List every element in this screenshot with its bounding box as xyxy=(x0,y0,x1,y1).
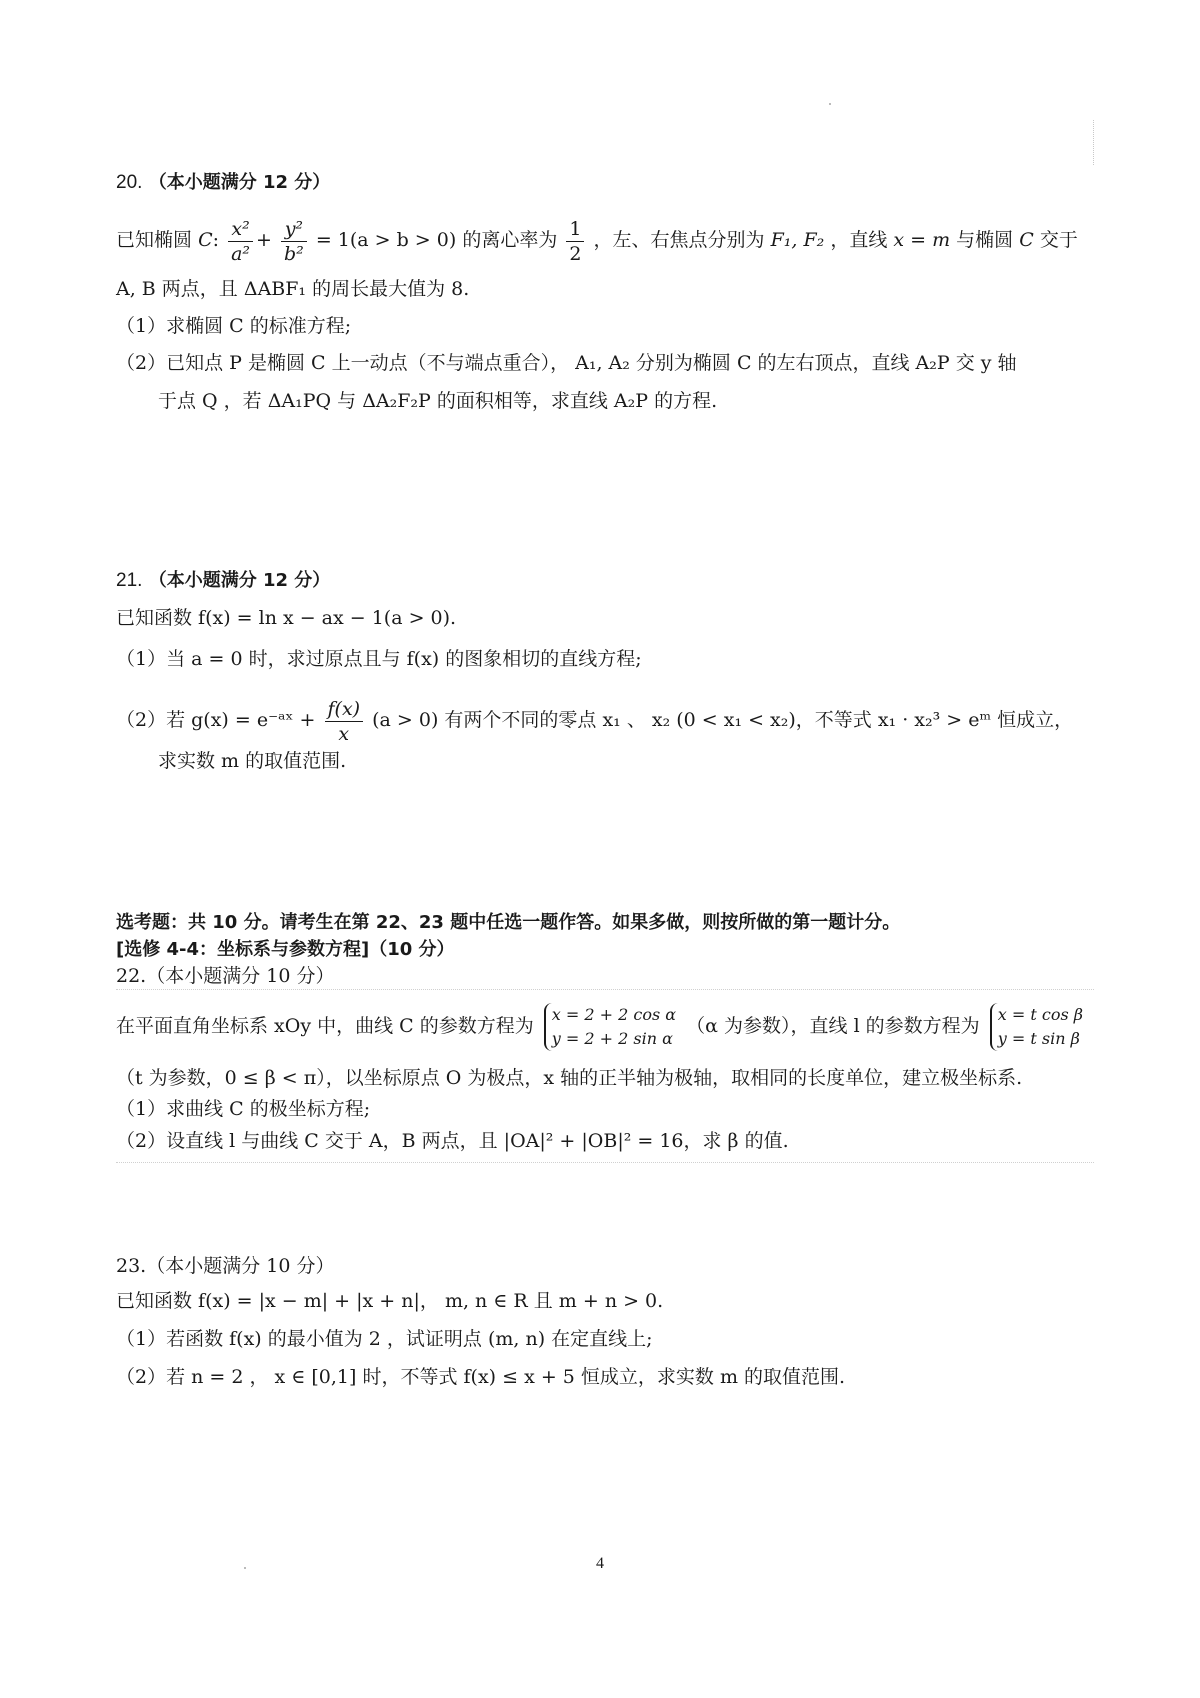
q20-intro: 已知椭圆 C: $\frac{\text{x²}}{\text{a²}}$ + $\frac{\text{y²}}{\text{b²}}$ = 1(a > b > 0) 的离心率为 $\frac{1}{2}$ ，左、右焦点分别为 F₁, F₂ ，直线 x = m 与椭圆 C 交于 xyxy=(116,217,1078,265)
q20-line2: A, B 两点，且 ΔABF₁ 的周长最大值为 8. xyxy=(116,278,470,300)
q20-header: 20. （本小题满分 12 分） xyxy=(116,172,331,193)
q21-part2: （2）若 g(x) = e⁻ᵃˣ + $\frac{f(x)}{x}$ (a > 0) 有两个不同的零点 x₁ 、 x₂ (0 < x₁ < x₂)，不等式 x₁ · x₂³ > eᵐ 恒成立， xyxy=(116,697,1074,745)
q23-part2: （2）若 n = 2 ， x ∈ [0,1] 时，不等式 f(x) ≤ x + 5 恒成立，求实数 m 的取值范围. xyxy=(116,1366,846,1388)
q22-header: 22.（本小题满分 10 分） xyxy=(116,965,335,987)
q20-part1: （1）求椭圆 C 的标准方程; xyxy=(116,315,352,337)
q22-line2: （t 为参数，0 ≤ β < π），以坐标原点 O 为极点，x 轴的正半轴为极轴，取相同的长度单位，建立极坐标系. xyxy=(116,1067,1023,1089)
q21-header: 21. （本小题满分 12 分） xyxy=(116,570,331,591)
q20-part2-cont: 于点 Q ，若 ΔA₁PQ 与 ΔA₂F₂P 的面积相等，求直线 A₂P 的方程. xyxy=(158,390,718,412)
elective-note: 选考题：共 10 分。请考生在第 22、23 题中任选一题作答。如果多做，则按所做的第一题计分。 xyxy=(116,912,901,933)
q20-part2: （2）已知点 P 是椭圆 C 上一动点（不与端点重合）， A₁, A₂ 分别为椭圆 C 的左右顶点，直线 A₂P 交 y 轴 xyxy=(116,352,1017,374)
page-number: 4 xyxy=(596,1555,604,1572)
fraction-fx-over-x: $\frac{f(x)}{x}$ xyxy=(325,697,364,746)
q21-part2-cont: 求实数 m 的取值范围. xyxy=(158,750,347,772)
line-parametric-system: x = t cos β y = t sin β xyxy=(990,1003,1083,1051)
q22-box-top-border xyxy=(116,989,1094,990)
q23-part1: （1）若函数 f(x) 的最小值为 2 ，试证明点 (m, n) 在定直线上; xyxy=(116,1328,653,1350)
q22-part2: （2）设直线 l 与曲线 C 交于 A，B 两点，且 |OA|² + |OB|² = 16，求 β 的值. xyxy=(116,1130,789,1152)
q21-part1: （1）当 a = 0 时，求过原点且与 f(x) 的图象相切的直线方程; xyxy=(116,648,642,670)
fraction-y2-b2: $\frac{\text{y²}}{\text{b²}}$ xyxy=(281,217,307,266)
scan-dot xyxy=(829,103,831,105)
scan-edge-mark xyxy=(1093,120,1094,165)
q22-intro: 在平面直角坐标系 xOy 中，曲线 C 的参数方程为 x = 2 + 2 cos α y = 2 + 2 sin α （α 为参数），直线 l 的参数方程为 x = t cos β y = t sin β xyxy=(116,996,1087,1056)
fraction-x2-a2: $\frac{\text{x²}}{\text{a²}}$ xyxy=(228,217,253,266)
q23-header: 23.（本小题满分 10 分） xyxy=(116,1255,335,1277)
q21-intro: 已知函数 f(x) = ln x − ax − 1(a > 0). xyxy=(116,607,457,629)
fraction-eccentricity: $\frac{1}{2}$ xyxy=(566,217,584,266)
q22-part1: （1）求曲线 C 的极坐标方程; xyxy=(116,1098,371,1120)
elective-section-title: [选修 4-4：坐标系与参数方程]（10 分） xyxy=(116,939,455,960)
q23-intro: 已知函数 f(x) = |x − m| + |x + n|， m, n ∈ R 且 m + n > 0. xyxy=(116,1290,664,1312)
q22-box-bottom-border xyxy=(116,1162,1094,1163)
curve-parametric-system: x = 2 + 2 cos α y = 2 + 2 sin α xyxy=(544,1003,676,1051)
